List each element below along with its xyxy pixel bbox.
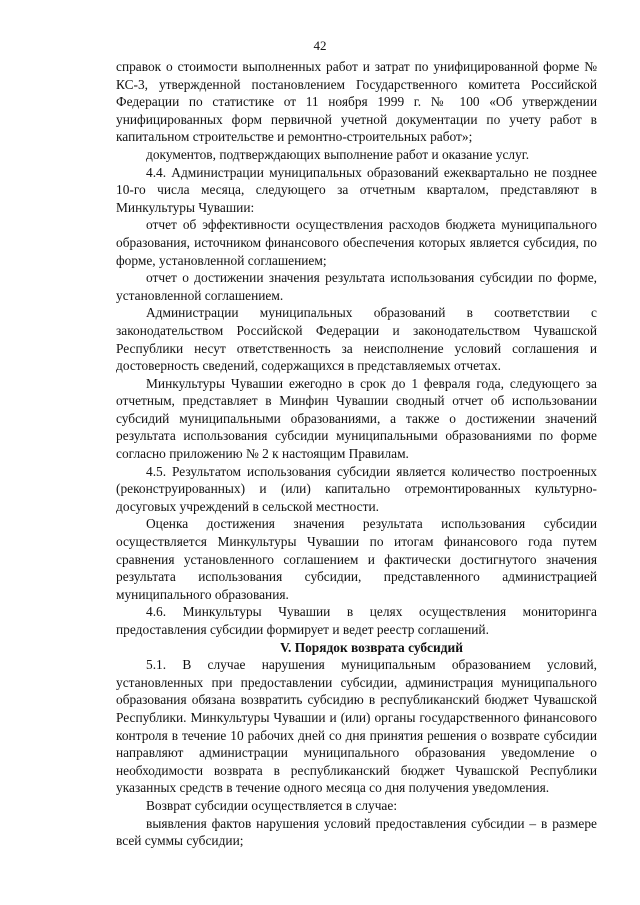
paragraph: отчет о достижении значения результата использования субсидии по форме, установленной соглашением.	[116, 270, 597, 303]
section-title: V. Порядок возврата субсидий	[280, 639, 463, 655]
paragraph: 4.4. Администрации муниципальных образований ежеквартально не позднее 10-го числа месяца, следующего за отчетным кварталом, представляют в Минкультуры Чувашии:	[116, 164, 597, 215]
paragraph: Оценка достижения значения результата использования субсидии осуществляется Минкультуры Чувашии по итогам финансового года путем сравнения установленного соглашением и фактически достигнутого значения результата использования субсидии, представленного администрацией муниципального образования.	[116, 516, 597, 602]
paragraph: 4.5. Результатом использования субсидии является количество построенных (реконструированных) и (или) капитально отремонтированных культурно-досуговых учреждений в сельской местности.	[116, 463, 597, 514]
paragraph: отчет об эффективности осуществления расходов бюджета муниципального образования, источником финансового обеспечения которых является субсидия, по форме, установленной соглашением;	[116, 217, 597, 268]
paragraph: Администрации муниципальных образований в соответствии с законодательством Российской Федерации и законодательством Чувашской Республики несут ответственность за неисполнение условий соглашения и достоверность сведений, содержащихся в представляемых отчетах.	[116, 305, 597, 374]
paragraph: 4.6. Минкультуры Чувашии в целях осуществления мониторинга предоставления субсидии формирует и ведет реестр соглашений.	[116, 604, 597, 637]
page-number: 42	[313, 38, 327, 53]
paragraph: документов, подтверждающих выполнение работ и оказание услуг.	[146, 146, 530, 162]
paragraph: Возврат субсидии осуществляется в случае:	[146, 797, 398, 813]
paragraph: 5.1. В случае нарушения муниципальным образованием условий, установленных при предоставлении субсидии, администрация муниципального образования обязана возвратить субсидию в республиканский бюджет Чувашской Республики. Минкультуры Чувашии и (или) органы государственного финансового контроля в течение 10 рабочих дней со дня принятия решения о возврате субсидии направляют администрации муниципального образования уведомление о необходимости возврата в республиканский бюджет Чувашской Республики указанных средств в течение одного месяца со дня получения уведомления.	[116, 657, 597, 796]
paragraph: справок о стоимости выполненных работ и затрат по унифицированной форме № КС-3, утвержденной постановлением Государственного комитета Российской Федерации по статистике от 11 ноября 1999 г. № 100 «Об утверждении унифицированных форм первичной учетной документации по учету работ в капитальном строительстве и ремонтно-строительных работ»;	[116, 59, 597, 145]
paragraph: Минкультуры Чувашии ежегодно в срок до 1 февраля года, следующего за отчетным, представляет в Минфин Чувашии сводный отчет об использовании субсидий муниципальными образованиями, а также о достижении значений результата использования субсидии муниципальными образованиями по форме согласно приложению № 2 к настоящим Правилам.	[116, 375, 597, 462]
paragraph: выявления фактов нарушения условий предоставления субсидии – в размере всей суммы субсидии;	[116, 815, 597, 849]
document-body	[116, 58, 597, 850]
